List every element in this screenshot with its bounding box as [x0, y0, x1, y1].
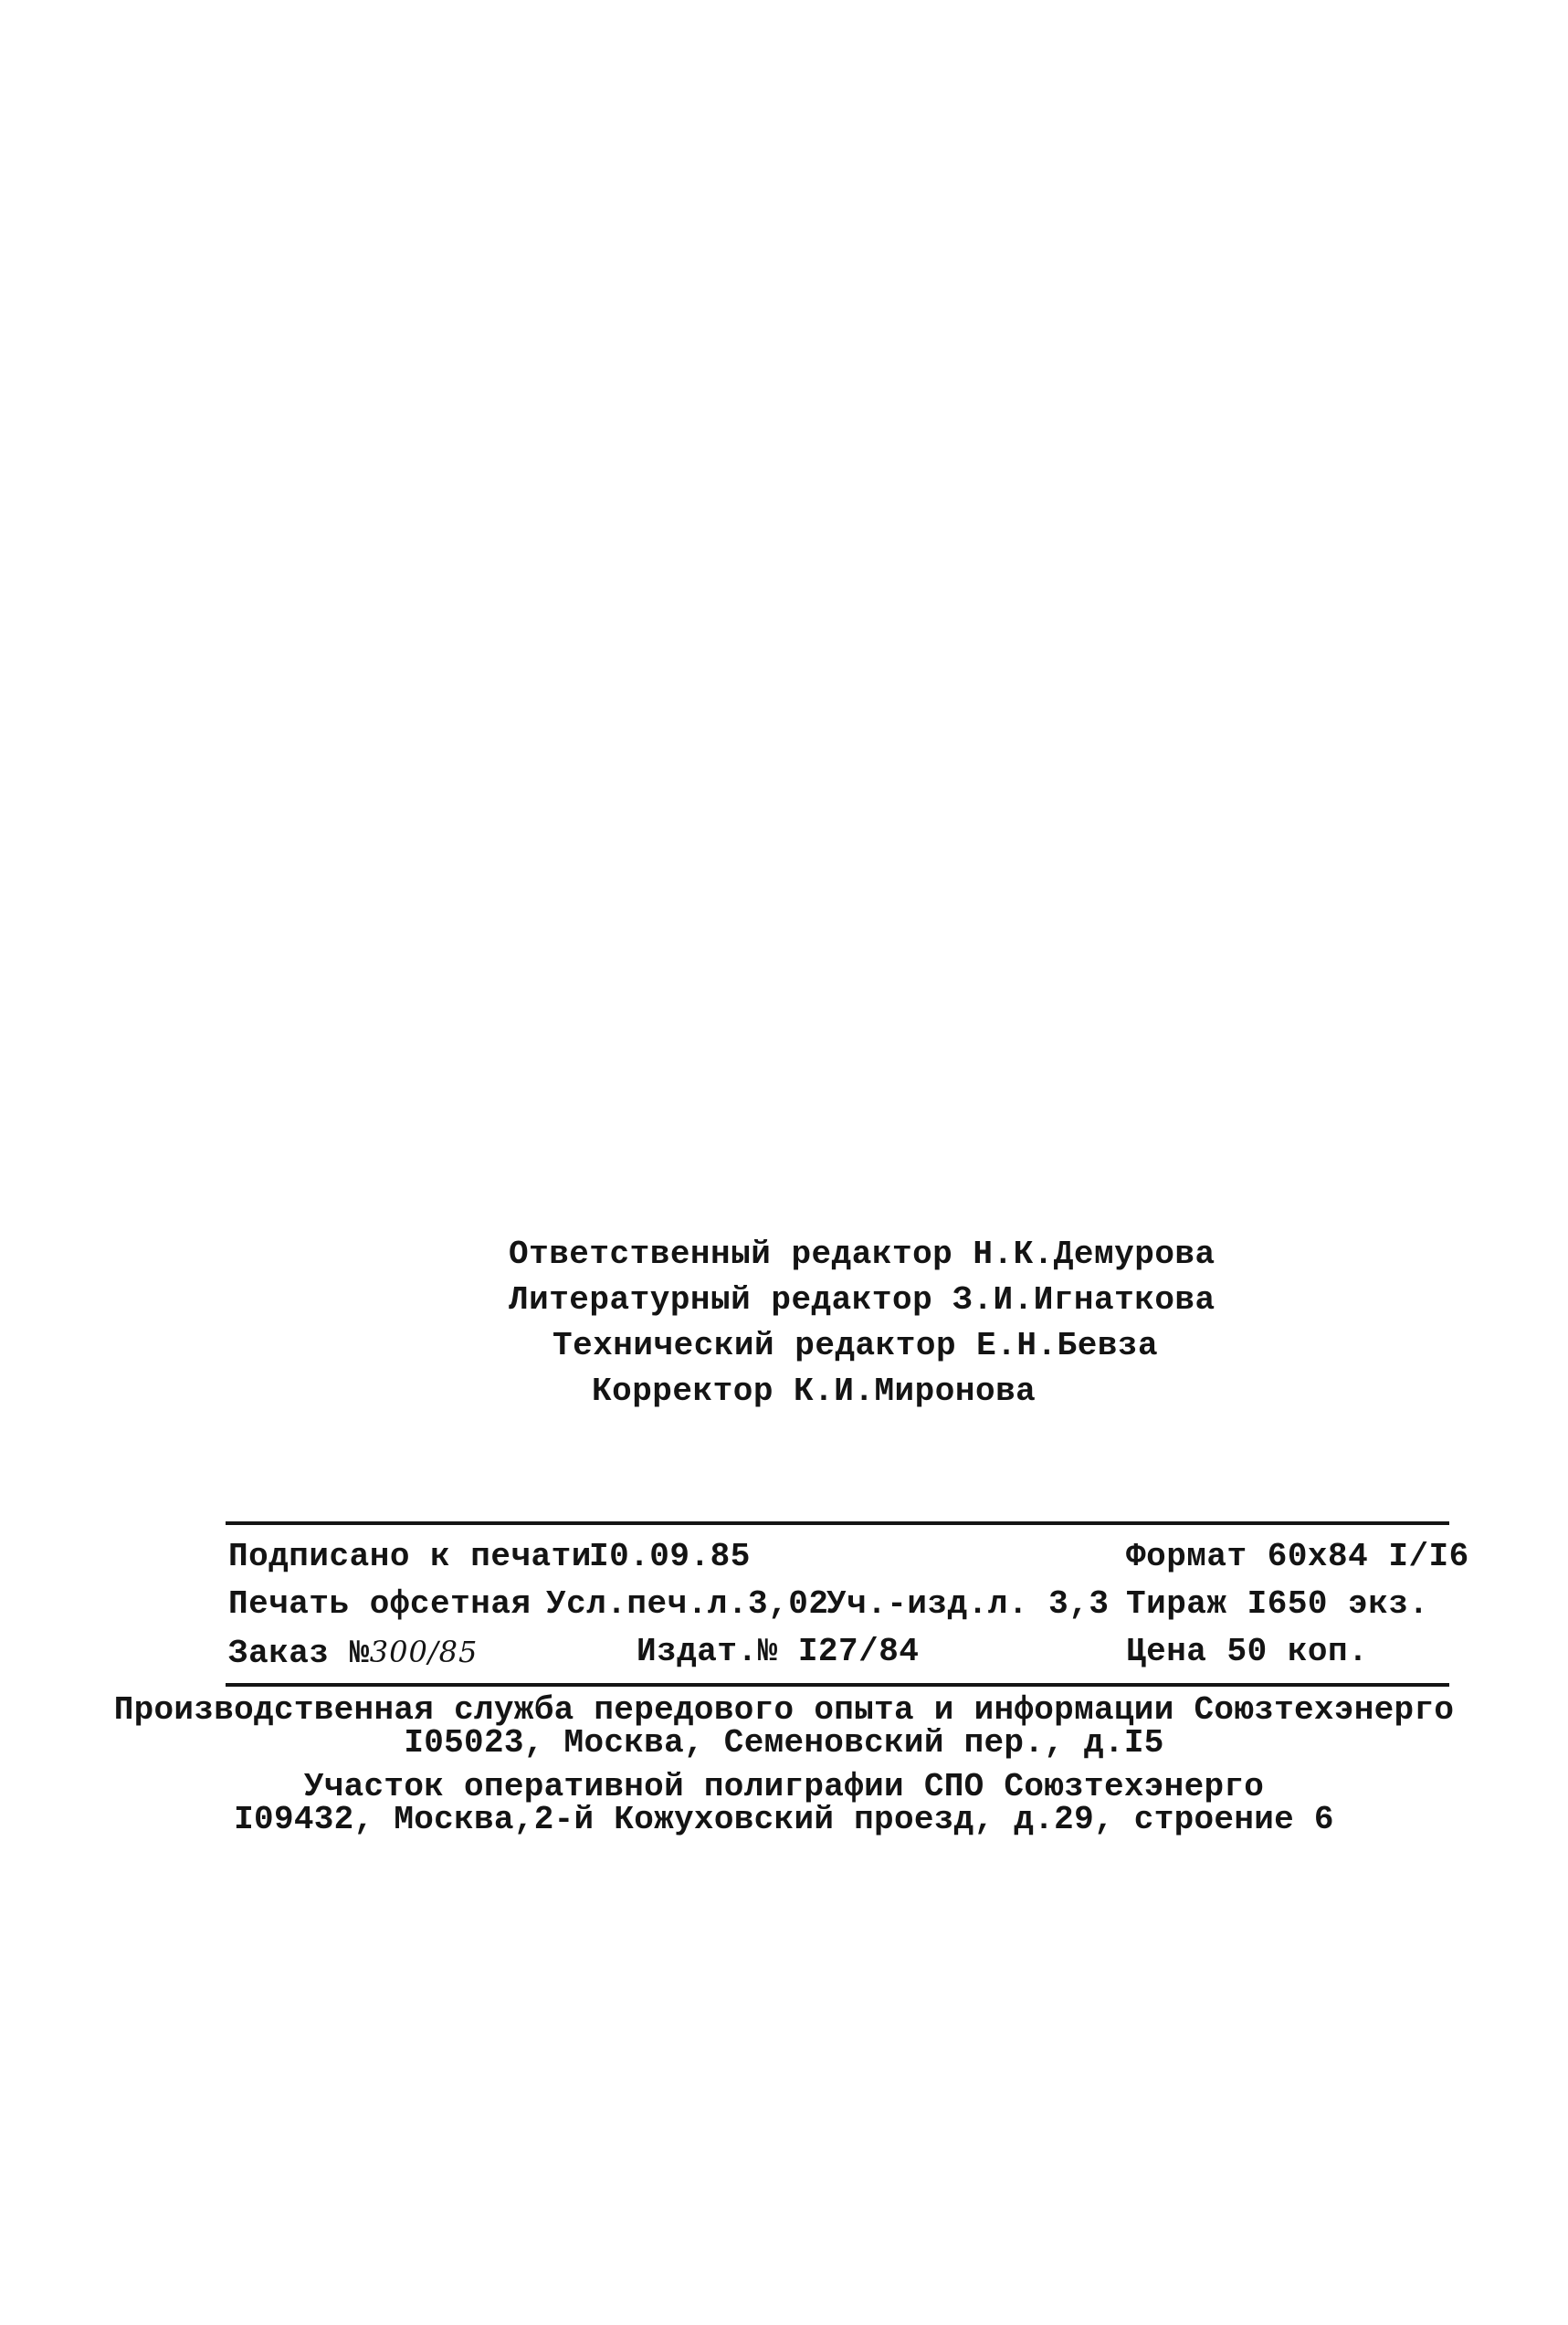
imprint-top-rule [226, 1521, 1449, 1525]
paper-format: Формат 60x84 I/I6 [1126, 1538, 1469, 1575]
proofreader: Корректор К.И.Миронова [592, 1373, 1037, 1410]
publisher-number: Издат.№ I27/84 [637, 1633, 920, 1670]
publisher-service-name: Производственная служба передового опыта и информации Союзтехэнерго [113, 1691, 1455, 1729]
imprint-row-printing [0, 1583, 1568, 1626]
technical-editor: Технический редактор Е.Н.Бевза [552, 1327, 1159, 1364]
printing-unit-name: Участок оперативной полиграфии СПО Союзтехэнерго [303, 1768, 1265, 1805]
order-field [228, 1630, 478, 1676]
conventional-sheets: Усл.печ.л.3,02 [546, 1585, 829, 1623]
price: Цена 50 коп. [1126, 1633, 1369, 1670]
literary-editor: Литературный редактор З.И.Игнаткова [509, 1281, 1215, 1319]
signed-label: Подписано к печати [228, 1538, 592, 1575]
responsible-editor: Ответственный редактор Н.К.Демурова [509, 1236, 1215, 1273]
signed-date: I0.09.85 [589, 1538, 751, 1575]
print-type: Печать офсетная [228, 1585, 531, 1623]
print-run: Тираж I650 экз. [1126, 1585, 1429, 1623]
publishing-sheets: Уч.-изд.л. 3,3 [826, 1585, 1110, 1623]
order-label: Заказ № [228, 1635, 370, 1672]
imprint-row-signing [0, 1535, 1568, 1579]
order-number-handwritten: 300/85 [369, 1635, 479, 1669]
imprint-row-order [0, 1630, 1568, 1674]
imprint-bottom-rule [226, 1683, 1449, 1687]
publisher-service-address: I05023, Москва, Семеновский пер., д.I5 [404, 1724, 1164, 1762]
printing-unit-address: I09432, Москва,2-й Кожуховский проезд, д.29, строение 6 [234, 1801, 1334, 1838]
